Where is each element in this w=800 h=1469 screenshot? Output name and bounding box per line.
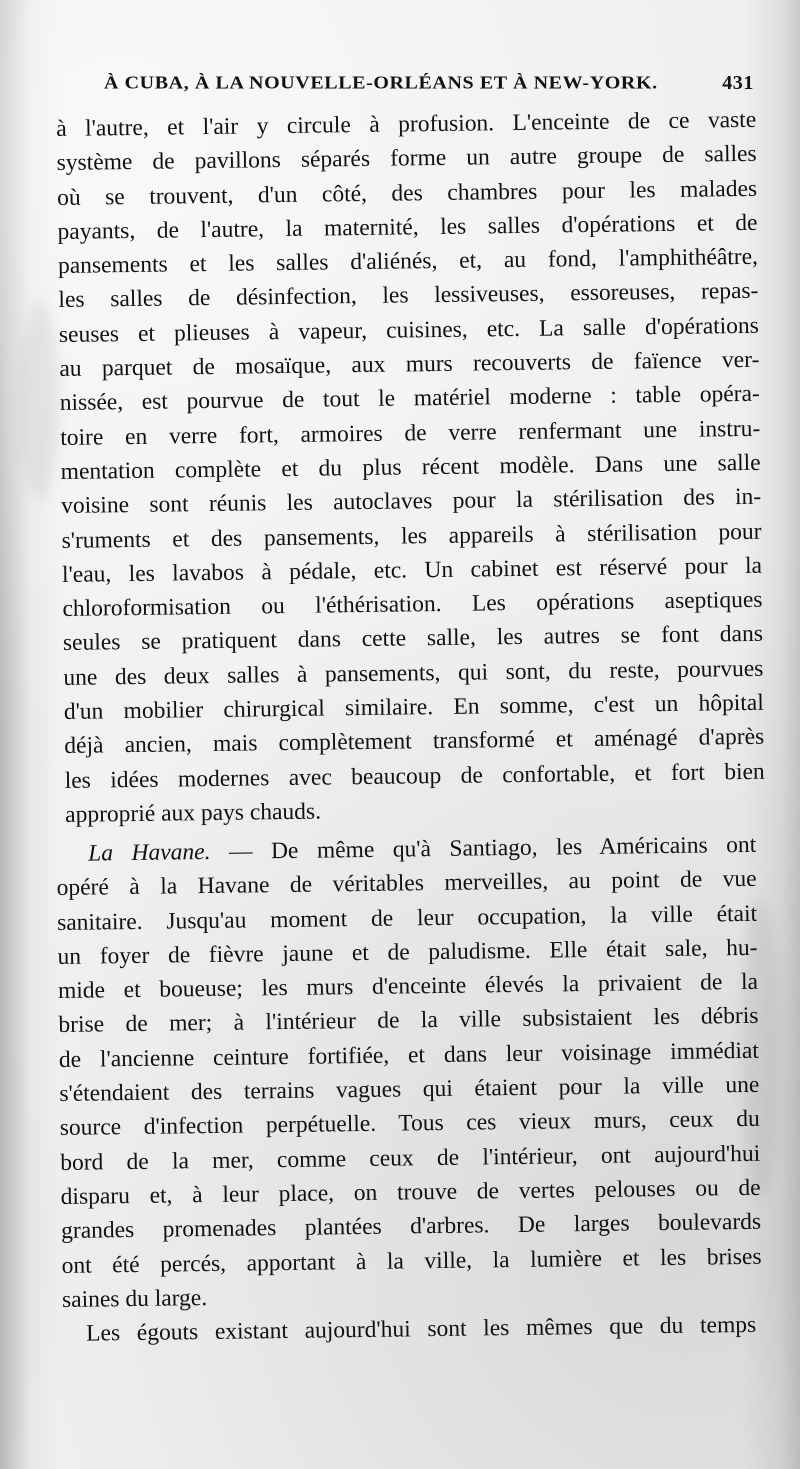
text-line: un foyer de fièvre jaune et de paludisme. Elle était sale, hu-: [57, 934, 758, 970]
text-line: à l'autre, et l'air y circule à profusion. L'enceinte de ce vaste: [56, 106, 757, 142]
text-line: toire en verre fort, armoires de verre renfermant une instru-: [60, 415, 761, 451]
text-line: seules se pratiquent dans cette salle, les autres se font dans: [62, 621, 764, 657]
text-line: d'un mobilier chirurgical similaire. En somme, c'est un hôpital: [63, 689, 764, 725]
text-line: voisine sont réunis les autoclaves pour la stérilisation des in-: [60, 484, 762, 520]
text-line: brise de mer; à l'intérieur de la ville subsistaient les débris: [58, 1003, 759, 1039]
text-line: s'ruments et des pansements, les appareils à stérilisation pour: [61, 518, 762, 554]
text-line-last: saines du large.: [61, 1284, 208, 1313]
text-line: mentation complète et du plus récent modèle. Dans une salle: [60, 449, 761, 485]
section-lead-text: — De même qu'à Santiago, les Américains ont: [210, 831, 757, 865]
text-line: les salles de désinfection, les lessiveuses, essoreuses, repas-: [58, 278, 759, 314]
page-shadow: [20, 300, 60, 500]
text-line: chloroformisation ou l'éthérisation. Les opérations aseptiques: [62, 586, 763, 623]
text-line: seuses et plieuses à vapeur, cuisines, etc. La salle d'opérations: [58, 312, 760, 348]
text-line: au parquet de mosaïque, aux murs recouverts de faïence ver-: [59, 346, 760, 383]
text-line: mide et boueuse; les murs d'enceinte élevés la privaient de la: [57, 969, 759, 1005]
page-number: 431: [722, 71, 754, 94]
text-line: de l'ancienne ceinture fortifiée, et dans leur voisinage immédiat: [58, 1037, 760, 1073]
text-line: opéré à la Havane de véritables merveilles, au point de vue: [56, 866, 757, 902]
text-line: s'étendaient des terrains vagues qui étaient pour la ville une: [59, 1071, 760, 1108]
text-line: bord de la mer, comme ceux de l'intérieur, ont aujourd'hui: [60, 1140, 761, 1176]
text-line: système de pavillons séparés forme un autre groupe de salles: [56, 141, 757, 177]
text-line: disparu et, à leur place, on trouve de vertes pelouses ou de: [60, 1174, 761, 1210]
text-line: Les égouts existant aujourd'hui sont les mêmes que du temps: [86, 1311, 757, 1347]
text-line: grandes promenades plantées d'arbres. De larges boulevards: [60, 1209, 762, 1245]
text-line: où se trouvent, d'un côté, des chambres pour les malades: [56, 175, 758, 211]
text-line: payants, de l'autre, la maternité, les salles d'opérations et de: [57, 209, 758, 245]
text-line: l'eau, les lavabos à pédale, etc. Un cabinet est réservé pour la: [61, 552, 763, 588]
text-line: une des deux salles à pansements, qui sont, du reste, pourvues: [63, 655, 764, 691]
text-line: pansements et les salles d'aliénés, et, au fond, l'amphithéâtre,: [57, 244, 759, 280]
section-lead-title: La Havane.: [88, 838, 211, 867]
text-line: déjà ancien, mais complètement transformé et aménagé d'après: [64, 724, 765, 760]
text-line: sanitaire. Jusqu'au moment de leur occupation, la ville était: [56, 900, 758, 936]
text-line: source d'infection perpétuelle. Tous ces vieux murs, ceux du: [59, 1106, 760, 1142]
text-line: les idées modernes avec beaucoup de confortable, et fort bien: [64, 758, 765, 794]
text-line-last: approprié aux pays chauds.: [65, 798, 322, 828]
running-title: À CUBA, À LA NOUVELLE-ORLÉANS ET À NEW-YORK.: [104, 72, 658, 93]
paragraph-havana: [56, 828, 762, 1317]
text-line: ont été percés, apportant à la ville, la lumière et les brises: [61, 1243, 762, 1279]
paragraph-hospital: [56, 103, 765, 832]
running-header: [104, 66, 754, 100]
text-line: nissée, est pourvue de tout le matériel moderne : table opéra-: [59, 381, 760, 417]
